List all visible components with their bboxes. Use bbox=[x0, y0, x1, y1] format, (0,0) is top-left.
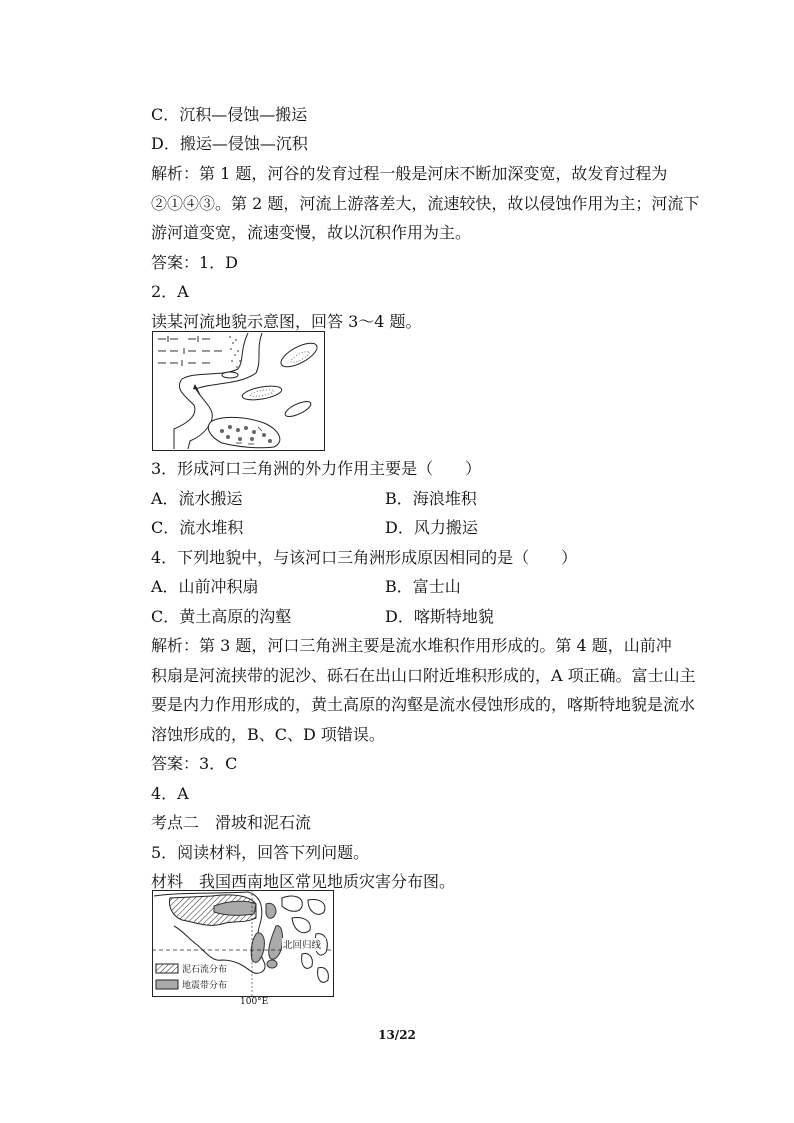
option-d-q2: D．搬运—侵蚀—沉积 bbox=[151, 134, 308, 153]
legend-quake-label: 地震带分布 bbox=[182, 981, 228, 991]
figure-intro: 读某河流地貌示意图，回答 3～4 题。 bbox=[151, 312, 422, 331]
question-3-stem: 3．形成河口三角洲的外力作用主要是（ ） bbox=[151, 459, 482, 478]
geohazard-map bbox=[152, 890, 334, 998]
analysis-line-1: 解析：第 1 题，河谷的发育过程一般是河床不断加深变宽，故发育过程为 bbox=[151, 164, 668, 183]
answer-line-1: 答案：1．D bbox=[151, 253, 239, 272]
question-4-stem: 4．下列地貌中，与该河口三角洲形成原因相同的是（ ） bbox=[151, 548, 578, 567]
q3-option-a: A．流水搬运 bbox=[151, 489, 243, 508]
q3-option-c: C．流水堆积 bbox=[151, 518, 244, 537]
question-5-stem: 5．阅读材料，回答下列问题。 bbox=[151, 843, 370, 862]
analysis2-line-4: 溶蚀形成的，B、C、D 项错误。 bbox=[151, 725, 385, 744]
longitude-label: 100°E bbox=[240, 997, 269, 1007]
page-number: 13/22 bbox=[378, 1028, 416, 1042]
analysis-line-3: 游河道变宽，流速变慢，故以沉积作用为主。 bbox=[151, 223, 472, 242]
analysis2-line-3: 要是内力作用形成的，黄土高原的沟壑是流水侵蚀形成的，喀斯特地貌是流水 bbox=[151, 695, 696, 714]
legend-debris-label: 泥石流分布 bbox=[182, 965, 228, 975]
q4-option-d: D．喀斯特地貌 bbox=[385, 607, 494, 626]
analysis-line-2: ②①④③。第 2 题，河流上游落差大，流速较快，故以侵蚀作用为主；河流下 bbox=[151, 194, 700, 213]
q4-option-b: B．富士山 bbox=[385, 577, 461, 596]
answers2-line-2: 4．A bbox=[151, 784, 189, 803]
q3-option-d: D．风力搬运 bbox=[385, 518, 478, 537]
q3-option-b: B．海浪堆积 bbox=[385, 489, 477, 508]
answer-line-2: 2．A bbox=[151, 282, 189, 301]
option-c-q2: C．沉积—侵蚀—搬运 bbox=[151, 105, 308, 124]
tropic-label: 北回归线 bbox=[283, 940, 322, 951]
river-landform-figure bbox=[152, 331, 325, 451]
q4-option-c: C．黄土高原的沟壑 bbox=[151, 607, 292, 626]
analysis2-line-2: 积扇是河流挟带的泥沙、砾石在出山口附近堆积形成的，A 项正确。富士山主 bbox=[151, 666, 696, 685]
answers2-line-1: 答案：3．C bbox=[151, 754, 238, 773]
section-heading: 考点二 滑坡和泥石流 bbox=[151, 813, 312, 832]
q4-option-a: A．山前冲积扇 bbox=[151, 577, 259, 596]
analysis2-line-1: 解析：第 3 题，河口三角洲主要是流水堆积作用形成的。第 4 题，山前冲 bbox=[151, 636, 672, 655]
material-caption: 材料 我国西南地区常见地质灾害分布图。 bbox=[151, 872, 456, 891]
